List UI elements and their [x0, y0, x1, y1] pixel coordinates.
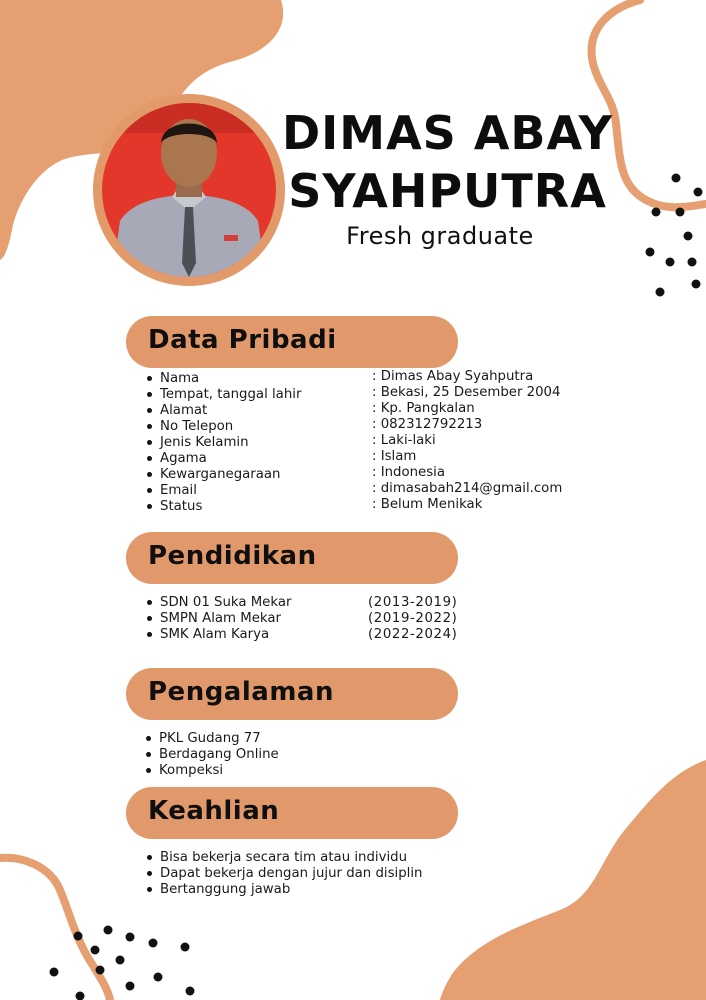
list-item: Jenis Kelamin [146, 435, 301, 451]
dots-bottom-left [50, 926, 195, 1000]
personal-data-labels [146, 371, 301, 515]
section-header-pendidikan [126, 532, 458, 584]
value-agama: : Islam [372, 449, 417, 464]
year-range: (2019-2022) [368, 611, 458, 626]
value-kewarganegaraan: : Indonesia [372, 465, 446, 480]
list-item: Bertanggung jawab [146, 882, 422, 898]
value-jenis-kelamin: : Laki-laki [372, 433, 436, 448]
value-telepon: : 082312792213 [372, 417, 483, 432]
job-title: Fresh graduate [346, 222, 534, 250]
list-item: Email [146, 483, 301, 499]
education-list [146, 595, 291, 643]
list-item: No Telepon [146, 419, 301, 435]
experience-list [145, 731, 279, 779]
value-alamat: : Kp. Pangkalan [372, 401, 475, 416]
section-title: Data Pribadi [148, 325, 337, 355]
section-header-pengalaman [126, 668, 458, 720]
list-item: Kompeksi [145, 763, 279, 779]
name-line-2: SYAHPUTRA [288, 164, 607, 218]
list-item: Alamat [146, 403, 301, 419]
list-item: Tempat, tanggal lahir [146, 387, 301, 403]
section-header-keahlian [126, 787, 458, 839]
full-name [280, 104, 615, 220]
list-item: SMK Alam Karya [146, 627, 291, 643]
name-line-1: DIMAS ABAY [282, 106, 613, 160]
list-item: SDN 01 Suka Mekar [146, 595, 291, 611]
list-item: Agama [146, 451, 301, 467]
value-email: : dimasabah214@gmail.com [372, 481, 563, 496]
list-item: Berdagang Online [145, 747, 279, 763]
blob-bottom-right [440, 760, 706, 1000]
personal-data-values [372, 369, 562, 513]
section-header-data-pribadi [126, 316, 458, 368]
section-title: Pendidikan [148, 541, 317, 571]
value-nama: : Dimas Abay Syahputra [372, 369, 534, 384]
value-status: : Belum Menikak [372, 497, 483, 512]
section-title: Keahlian [148, 796, 280, 826]
skills-list [146, 850, 422, 898]
avatar [102, 103, 276, 277]
list-item: Kewarganegaraan [146, 467, 301, 483]
dots-top-right [646, 174, 703, 297]
list-item: Nama [146, 371, 301, 387]
list-item: PKL Gudang 77 [145, 731, 279, 747]
value-ttl: : Bekasi, 25 Desember 2004 [372, 385, 561, 400]
outline-bottom-left [0, 858, 110, 1000]
year-range: (2013-2019) [368, 595, 458, 610]
list-item: SMPN Alam Mekar [146, 611, 291, 627]
year-range: (2022-2024) [368, 627, 458, 642]
list-item: Bisa bekerja secara tim atau individu [146, 850, 422, 866]
list-item: Status [146, 499, 301, 515]
profile-photo [93, 94, 285, 286]
education-years [368, 595, 457, 643]
section-title: Pengalaman [148, 677, 334, 707]
list-item: Dapat bekerja dengan jujur dan disiplin [146, 866, 422, 882]
